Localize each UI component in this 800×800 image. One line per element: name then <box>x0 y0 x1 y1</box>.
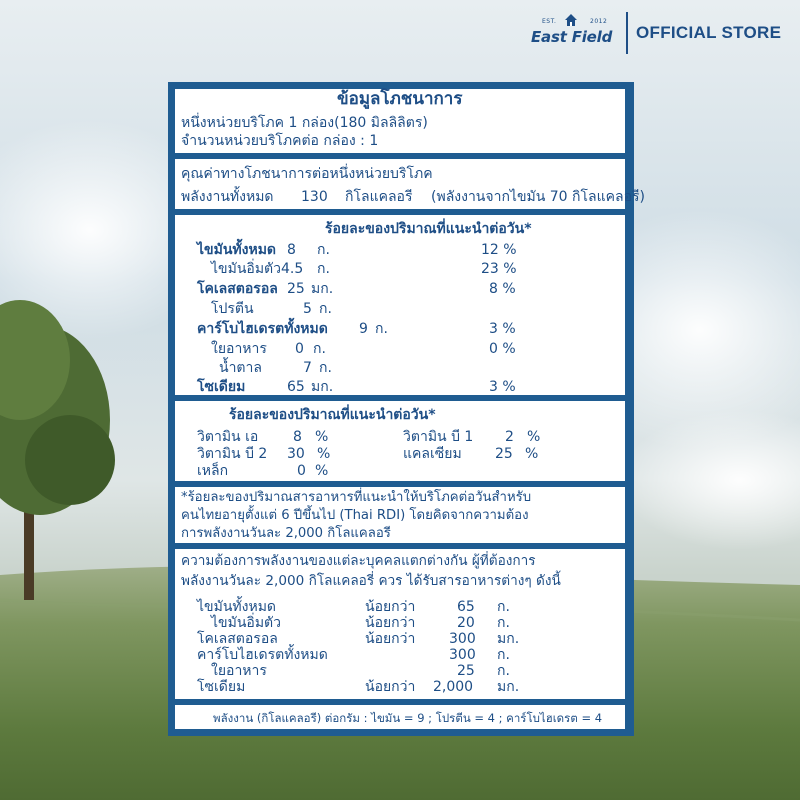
energy-conversion-note: พลังงาน (กิโลแคลอรี) ต่อกรัม : ไขมัน = 9 ; โปรตีน = 4 ; คาร์โบไฮเดรต = 4 <box>213 711 603 725</box>
label-title: ข้อมูลโภชนาการ <box>337 89 463 109</box>
nutrient-unit: ก. <box>313 341 326 357</box>
vitamin-pct: 8 <box>293 429 302 445</box>
limit-amount: 25 <box>457 663 475 679</box>
vitamin-name: วิตามิน บี 1 <box>403 429 474 445</box>
nutrient-name: ไขมันอิ่มตัว <box>211 261 281 277</box>
nutrient-pct: 8 % <box>489 281 516 297</box>
footer-section <box>174 704 626 730</box>
nutrient-amount: 8 <box>287 242 296 258</box>
energy-section <box>174 158 645 210</box>
energy-value: 130 <box>301 189 328 205</box>
nutrient-name: โซเดียม <box>197 379 246 395</box>
limit-amount: 300 <box>449 631 476 647</box>
nutrient-pct: 0 % <box>489 341 516 357</box>
rdi-heading: ร้อยละของปริมาณที่แนะนำต่อวัน* <box>325 221 532 237</box>
official-store-label[interactable]: OFFICIAL STORE <box>636 23 782 42</box>
needs-line: ความต้องการพลังงานของแต่ละบุคคลแตกต่างกัน ผู้ที่ต้องการ <box>181 553 536 569</box>
nutrient-pct: 3 % <box>489 379 516 395</box>
nutrient-amount: 4.5 <box>281 261 304 277</box>
nutrient-pct: 23 % <box>481 261 517 277</box>
limit-unit: มก. <box>497 631 520 647</box>
limit-name: โซเดียม <box>197 679 246 695</box>
energy-from-fat: (พลังงานจากไขมัน 70 กิโลแคลอรี) <box>431 189 645 205</box>
nutrient-unit: ก. <box>319 301 332 317</box>
vitamin-pct: 0 <box>297 463 306 479</box>
nutrient-unit: ก. <box>317 261 330 277</box>
limit-name: โคเลสตอรอล <box>197 631 278 647</box>
nutrient-amount: 25 <box>287 281 305 297</box>
nutrient-amount: 5 <box>303 301 312 317</box>
limit-amount: 20 <box>457 615 475 631</box>
limit-name: ไขมันทั้งหมด <box>197 599 277 615</box>
vitamin-unit: % <box>527 429 541 445</box>
vitamin-unit: % <box>315 429 329 445</box>
daily-needs-section <box>174 548 626 700</box>
rdi-note-line: *ร้อยละของปริมาณสารอาหารที่แนะนำให้บริโภคต่อวันสำหรับ <box>181 490 532 505</box>
nutrient-unit: มก. <box>311 379 334 395</box>
logo-est-label: EST. <box>542 18 557 25</box>
vitamin-name: วิตามิน บี 2 <box>197 446 268 462</box>
nutrient-name: โคเลสตอรอล <box>197 281 278 297</box>
nutrient-name: ใยอาหาร <box>211 341 267 357</box>
vitamin-unit: % <box>317 446 331 462</box>
nutrient-name: โปรตีน <box>211 301 254 317</box>
title-section <box>174 88 626 154</box>
limit-qualifier: น้อยกว่า <box>365 615 416 631</box>
limit-amount: 65 <box>457 599 475 615</box>
limit-name: คาร์โบไฮเดรตทั้งหมด <box>197 647 328 663</box>
limit-qualifier: น้อยกว่า <box>365 679 416 695</box>
vitamin-name: เหล็ก <box>197 463 229 479</box>
limit-name: ใยอาหาร <box>211 663 267 679</box>
limit-unit: ก. <box>497 647 510 663</box>
logo-text: East Field <box>531 28 613 46</box>
nutrients-section <box>174 214 626 396</box>
per-serving-heading: คุณค่าทางโภชนาการต่อหนึ่งหน่วยบริโภค <box>181 166 433 182</box>
nutrient-name: ไขมันทั้งหมด <box>197 242 277 258</box>
energy-unit: กิโลแคลอรี <box>345 189 413 205</box>
house-icon <box>564 13 578 27</box>
limit-unit: ก. <box>497 663 510 679</box>
energy-label: พลังงานทั้งหมด <box>181 189 274 205</box>
nutrient-unit: ก. <box>319 360 332 376</box>
vitamin-name: วิตามิน เอ <box>197 429 259 445</box>
rdi-note-line: การพลังงานวันละ 2,000 กิโลแคลอรี <box>181 526 391 541</box>
nutrient-unit: มก. <box>311 281 334 297</box>
vitamin-pct: 30 <box>287 446 305 462</box>
nutrient-amount: 0 <box>295 341 304 357</box>
vitamins-heading: ร้อยละของปริมาณที่แนะนำต่อวัน* <box>229 407 436 423</box>
limit-amount: 2,000 <box>433 679 474 695</box>
nutrition-label <box>168 82 645 736</box>
limit-name: ไขมันอิ่มตัว <box>211 615 281 631</box>
vitamin-unit: % <box>315 463 329 479</box>
vitamin-pct: 2 <box>505 429 514 445</box>
vitamin-unit: % <box>525 446 539 462</box>
serving-size: หนึ่งหน่วยบริโภค 1 กล่อง(180 มิลลิลิตร) <box>181 115 428 131</box>
servings-per-box: จำนวนหน่วยบริโภคต่อ กล่อง : 1 <box>181 133 379 149</box>
nutrient-pct: 3 % <box>489 321 516 337</box>
limit-unit: ก. <box>497 615 510 631</box>
limit-qualifier: น้อยกว่า <box>365 631 416 647</box>
limit-unit: ก. <box>497 599 510 615</box>
nutrient-unit: ก. <box>375 321 388 337</box>
nutrient-name: คาร์โบไฮเดรตทั้งหมด <box>197 321 328 337</box>
brand-header <box>528 12 788 58</box>
rdi-note-section <box>174 486 626 544</box>
nutrient-name: น้ำตาล <box>219 360 262 376</box>
limit-amount: 300 <box>449 647 476 663</box>
limit-unit: มก. <box>497 679 520 695</box>
nutrient-amount: 9 <box>359 321 368 337</box>
nutrient-amount: 7 <box>303 360 312 376</box>
nutrient-pct: 12 % <box>481 242 517 258</box>
vitamin-pct: 25 <box>495 446 513 462</box>
limit-qualifier: น้อยกว่า <box>365 599 416 615</box>
nutrient-amount: 65 <box>287 379 305 395</box>
vitamin-name: แคลเซียม <box>403 446 462 462</box>
vitamins-section <box>174 400 626 482</box>
nutrient-unit: ก. <box>317 242 330 258</box>
logo-year-label: 2012 <box>590 18 608 25</box>
brand-divider <box>626 12 628 54</box>
rdi-note-line: คนไทยอายุตั้งแต่ 6 ปีขึ้นไป (Thai RDI) โดยคิดจากความต้อง <box>181 508 529 523</box>
needs-line: พลังงานวันละ 2,000 กิโลแคลอรี่ ควร ได้รับสารอาหารต่างๆ ดังนี้ <box>181 573 561 589</box>
